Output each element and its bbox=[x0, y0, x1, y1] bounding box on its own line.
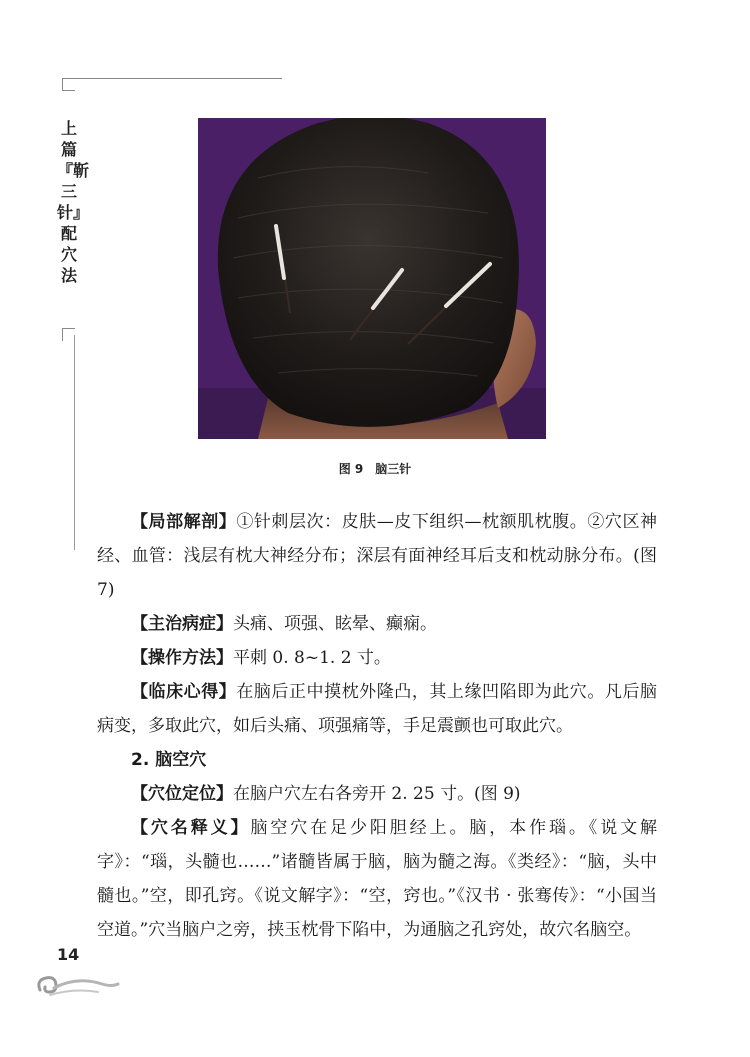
section-method bbox=[97, 641, 657, 675]
section-text: 在脑户穴左右各旁开 2. 25 寸。(图 9) bbox=[233, 784, 521, 804]
side-rule bbox=[74, 335, 75, 550]
page-number: 14 bbox=[57, 945, 80, 964]
section-anatomy bbox=[97, 505, 657, 607]
subsection-heading: 2. 脑空穴 bbox=[131, 750, 207, 770]
header-bracket-ornament bbox=[62, 78, 75, 91]
figure-caption bbox=[0, 460, 750, 477]
section-text: 在脑后正中摸枕外隆凸，其上缘凹陷即为此穴。凡后脑病变，多取此穴，如后头痛、项强痛等，手足震颤也可取此穴。 bbox=[97, 682, 658, 736]
section-label: 【穴名释义】 bbox=[131, 818, 251, 838]
section-indications bbox=[97, 607, 657, 641]
section-clinical-notes bbox=[97, 675, 657, 743]
section-label: 【穴位定位】 bbox=[131, 784, 233, 804]
section-location bbox=[97, 777, 657, 811]
figure-label: 图 9 bbox=[338, 462, 364, 476]
section-text: 头痛、项强、眩晕、癫痫。 bbox=[233, 614, 437, 634]
section-text: 脑空穴在足少阳胆经上。脑，本作瑙。《说文解字》：“瑙，头髓也……”诸髓皆属于脑，脑为髓之海。《类经》：“脑，头中髓也。”空，即孔窍。《说文解字》：“空，窍也。”《汉书 · 张骞传》：“小国当空道。”穴当脑户之旁，挟玉枕骨下陷中，为通脑之孔窍处，故穴名脑空。 bbox=[97, 818, 658, 940]
running-title: 上篇 『靳三针』配穴法 bbox=[57, 119, 90, 285]
section-label: 【主治病症】 bbox=[131, 614, 233, 634]
figure-title: 脑三针 bbox=[375, 462, 412, 476]
section-label: 【局部解剖】 bbox=[131, 512, 237, 532]
header-rule bbox=[62, 78, 282, 79]
section-label: 【临床心得】 bbox=[131, 682, 237, 702]
section-text: 平刺 0. 8~1. 2 寸。 bbox=[233, 648, 391, 668]
cloud-swirl-ornament-icon bbox=[32, 970, 122, 1000]
body-text bbox=[97, 505, 657, 947]
section-name-explanation bbox=[97, 811, 657, 947]
figure-photo-back-of-head-with-needles bbox=[198, 118, 546, 439]
section-text: ①针刺层次：皮肤—皮下组织—枕额肌枕腹。②穴区神经、血管：浅层有枕大神经分布；深层有面神经耳后支和枕动脉分布。(图 7) bbox=[97, 512, 658, 600]
section-label: 【操作方法】 bbox=[131, 648, 233, 668]
